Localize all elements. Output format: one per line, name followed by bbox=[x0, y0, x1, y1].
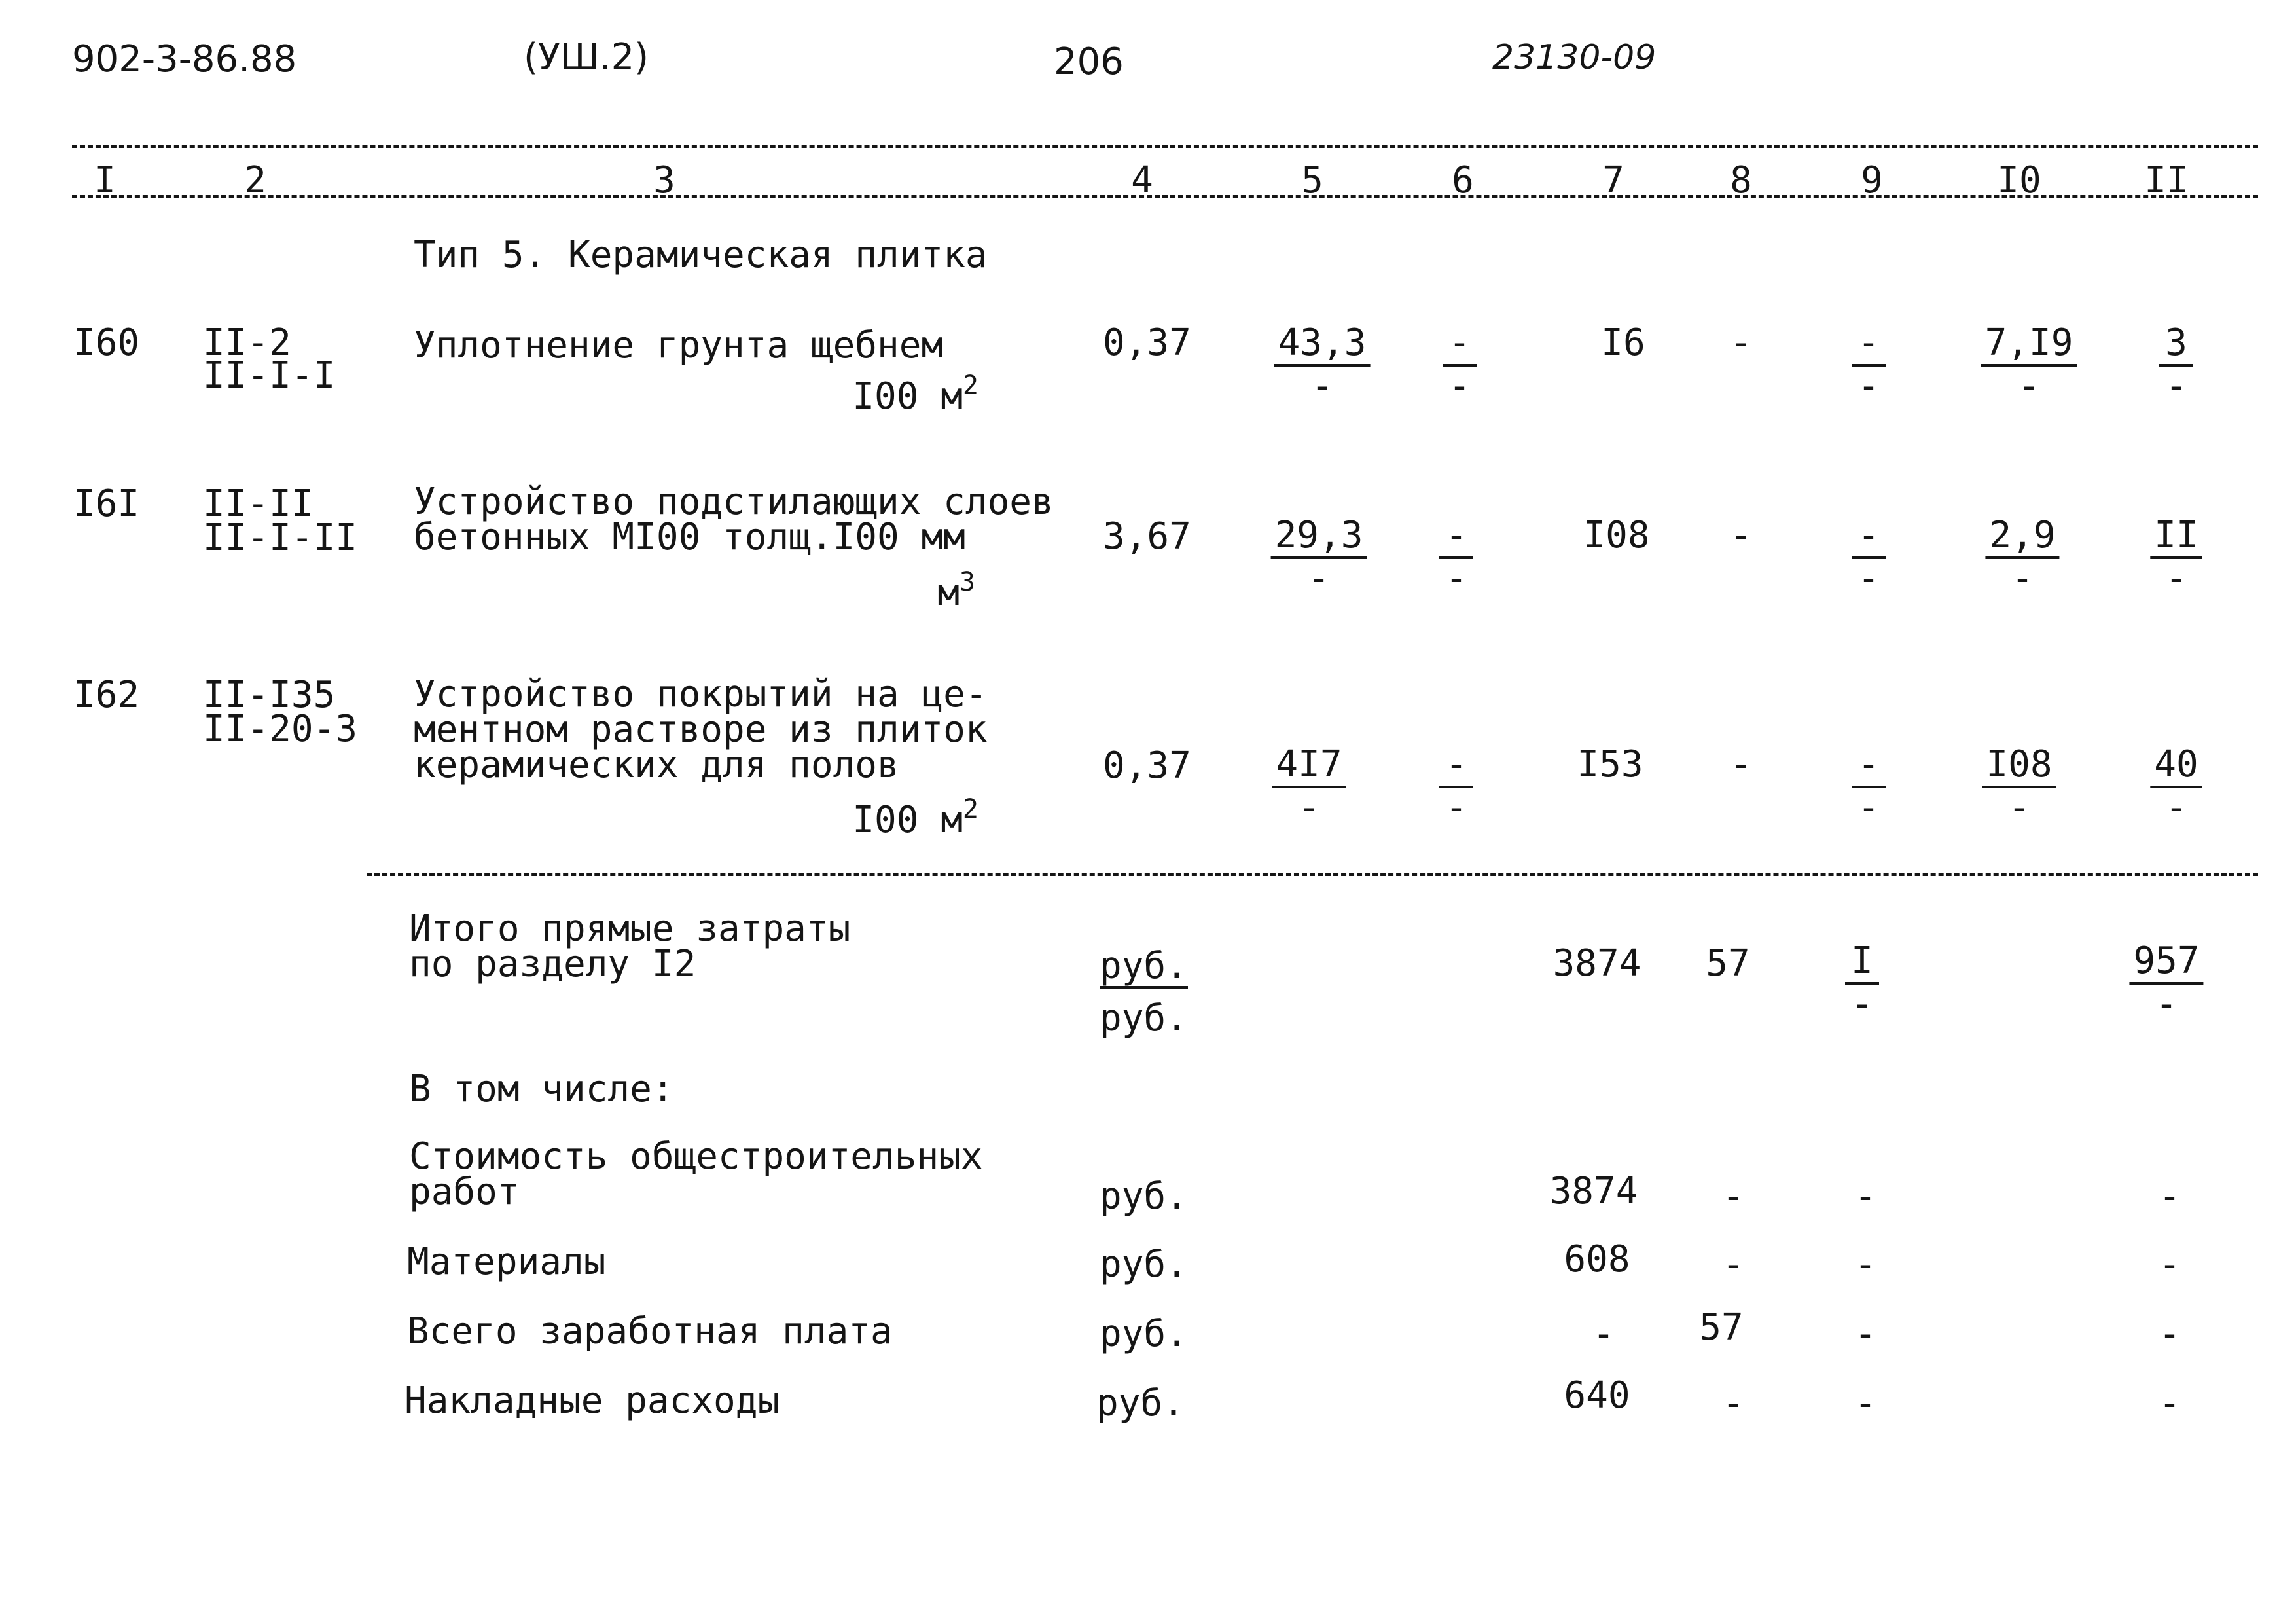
breakdown-label: Накладные расходы bbox=[404, 1379, 780, 1422]
breakdown-col7: - bbox=[1592, 1313, 1615, 1355]
row-number: I6I bbox=[73, 483, 140, 525]
column-header-8: 8 bbox=[1730, 159, 1752, 202]
breakdown-col11: - bbox=[2159, 1313, 2181, 1355]
unit-of-measure: $м^3$ bbox=[937, 567, 975, 614]
column-header-3: 3 bbox=[653, 159, 675, 202]
header-top-rule bbox=[72, 145, 2258, 148]
work-description: Устройство покрытий на це- bbox=[414, 673, 988, 716]
norm-code-primary: II-I35 bbox=[203, 674, 336, 716]
quantity: 0,37 bbox=[1103, 744, 1191, 787]
breakdown-col9: - bbox=[1854, 1243, 1876, 1286]
breakdown-label: Материалы bbox=[407, 1241, 606, 1283]
column-header-10: I0 bbox=[1997, 159, 2041, 202]
work-description-line2: бетонных MI00 толщ.I00 мм bbox=[414, 516, 965, 558]
col7-value: I53 bbox=[1577, 743, 1643, 786]
col8-value: - bbox=[1730, 321, 1752, 364]
col10-fraction: I08 - bbox=[1982, 746, 2056, 828]
totals-label: Итого прямые затраты bbox=[409, 907, 851, 950]
quantity: 3,67 bbox=[1103, 515, 1191, 558]
work-description-line3: керамических для полов bbox=[414, 744, 899, 786]
col10-fraction: 2,9 - bbox=[1985, 517, 2059, 598]
breakdown-unit: руб. bbox=[1096, 1382, 1185, 1425]
column-header-6: 6 bbox=[1452, 159, 1474, 202]
breakdown-col9: - bbox=[1854, 1175, 1876, 1218]
breakdown-label: Стоимость общестроительных bbox=[409, 1135, 983, 1178]
breakdown-unit: руб. bbox=[1100, 1175, 1188, 1218]
col6-fraction: - - bbox=[1443, 325, 1477, 406]
breakdown-col9: - bbox=[1854, 1313, 1876, 1355]
page-number: 206 bbox=[1054, 41, 1124, 83]
col6-fraction: - - bbox=[1439, 517, 1473, 598]
breakdown-label: Всего заработная плата bbox=[407, 1310, 893, 1353]
column-header-9: 9 bbox=[1861, 159, 1883, 202]
breakdown-col8: - bbox=[1722, 1243, 1744, 1286]
col9-fraction: - - bbox=[1852, 746, 1886, 828]
col7-value: I08 bbox=[1583, 514, 1650, 556]
section-code: (УШ.2) bbox=[524, 36, 649, 79]
totals-unit-bottom: руб. bbox=[1100, 997, 1188, 1040]
breakdown-unit: руб. bbox=[1100, 1313, 1188, 1355]
totals-label-line2: по разделу I2 bbox=[409, 943, 696, 985]
totals-col9-fraction: I - bbox=[1845, 943, 1879, 1024]
col5-fraction: 4I7 - bbox=[1272, 746, 1346, 828]
breakdown-col7: 608 bbox=[1564, 1238, 1630, 1281]
column-header-1: I bbox=[94, 159, 116, 202]
norm-code-primary: II-2 bbox=[203, 321, 291, 364]
col10-fraction: 7,I9 - bbox=[1981, 325, 2077, 406]
col11-fraction: 40 - bbox=[2150, 746, 2202, 828]
breakdown-col7: 640 bbox=[1564, 1374, 1630, 1417]
document-number: 902-3-86.88 bbox=[72, 38, 297, 81]
header-bottom-rule bbox=[72, 195, 2258, 198]
col6-fraction: - - bbox=[1439, 746, 1473, 828]
col7-value: I6 bbox=[1601, 321, 1645, 364]
breakdown-col7: 3874 bbox=[1549, 1170, 1638, 1213]
breakdown-col11: - bbox=[2159, 1243, 2181, 1286]
col11-fraction: II - bbox=[2150, 517, 2202, 598]
breakdown-col8: 57 bbox=[1699, 1306, 1744, 1349]
column-header-11: II bbox=[2144, 159, 2189, 202]
work-description: Устройство подстилающих слоев bbox=[414, 481, 1054, 523]
unit-of-measure: I00 $м^2$ bbox=[852, 794, 978, 841]
column-header-5: 5 bbox=[1301, 159, 1323, 202]
work-description-line2: ментном растворе из плиток bbox=[414, 708, 988, 751]
col5-fraction: 43,3 - bbox=[1274, 325, 1371, 406]
col8-value: - bbox=[1730, 743, 1752, 786]
norm-code-primary: II-II bbox=[203, 483, 314, 525]
breakdown-col8: - bbox=[1722, 1175, 1744, 1218]
breakdown-col11: - bbox=[2159, 1175, 2181, 1218]
col5-fraction: 29,3 - bbox=[1271, 517, 1367, 598]
section-title: Тип 5. Керамическая плитка bbox=[414, 234, 988, 276]
totals-col11-fraction: 957 - bbox=[2129, 943, 2203, 1024]
norm-code-secondary: II-I-II bbox=[203, 517, 358, 559]
totals-col8: 57 bbox=[1706, 942, 1750, 985]
including-label: В том числе: bbox=[409, 1068, 674, 1110]
quantity: 0,37 bbox=[1103, 321, 1191, 364]
col9-fraction: - - bbox=[1852, 325, 1886, 406]
totals-rule bbox=[367, 873, 2258, 876]
breakdown-unit: руб. bbox=[1100, 1243, 1188, 1286]
column-header-4: 4 bbox=[1131, 159, 1153, 202]
norm-code-secondary: II-20-3 bbox=[203, 708, 358, 750]
row-number: I62 bbox=[73, 674, 140, 716]
column-header-2: 2 bbox=[244, 159, 266, 202]
breakdown-col11: - bbox=[2159, 1382, 2181, 1425]
breakdown-label-line2: работ bbox=[409, 1171, 520, 1213]
column-header-7: 7 bbox=[1602, 159, 1624, 202]
col8-value: - bbox=[1730, 514, 1752, 556]
col9-fraction: - - bbox=[1852, 517, 1886, 598]
totals-unit-top: руб. bbox=[1100, 945, 1188, 987]
unit-of-measure: I00 $м^2$ bbox=[852, 371, 978, 418]
totals-col7: 3874 bbox=[1552, 942, 1641, 985]
work-description: Уплотнение грунта щебнем bbox=[414, 324, 944, 367]
breakdown-col8: - bbox=[1722, 1382, 1744, 1425]
norm-code-secondary: II-I-I bbox=[203, 354, 336, 397]
inventory-number: 23130-09 bbox=[1492, 38, 1657, 77]
breakdown-col9: - bbox=[1854, 1382, 1876, 1425]
col11-fraction: 3 - bbox=[2159, 325, 2193, 406]
row-number: I60 bbox=[73, 321, 140, 364]
